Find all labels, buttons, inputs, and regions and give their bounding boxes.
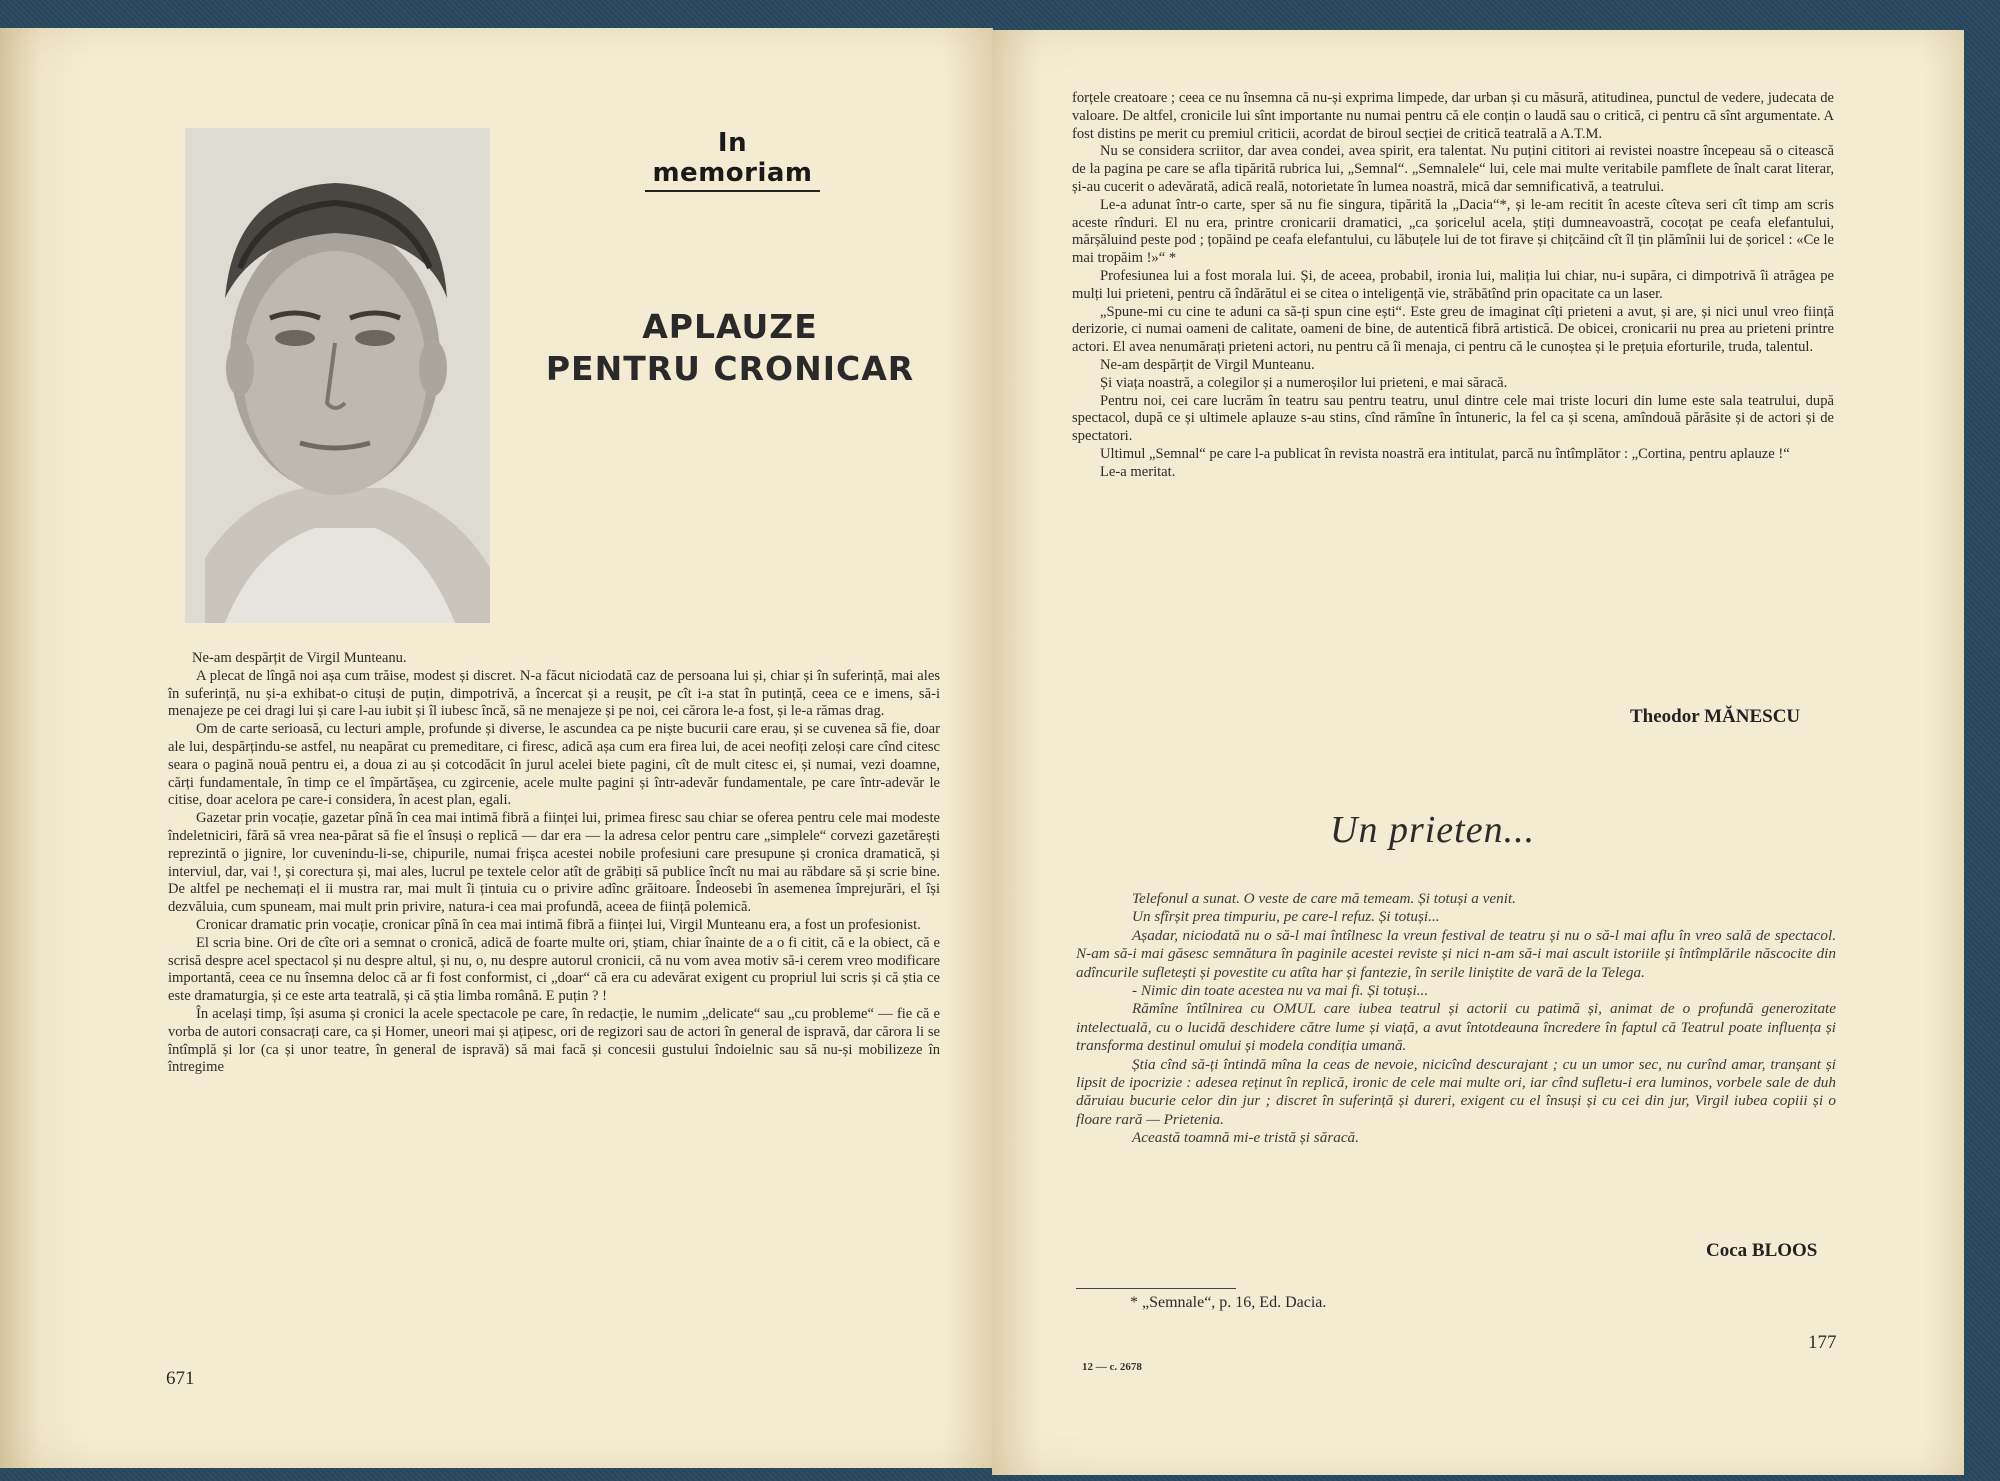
portrait-photo-drawing bbox=[185, 128, 490, 623]
left-article-column bbox=[168, 650, 940, 1077]
section-heading: In memoriam bbox=[645, 128, 820, 192]
paragraph: Le-a meritat. bbox=[1100, 463, 1176, 480]
left-page bbox=[0, 28, 993, 1468]
paragraph: În același timp, își asuma și cronici la acele spectacole pe care, în redacție, le numim „delicate“ sau „cu probleme“ — fie că e vorba de autori consacrați care, ca și Homer, uneori mai și ațipesc, ori de regizori sau de actori în general de ispravă, dar cărora li se întîmplă și lor (ca și unor teatre, în general de ispravă) să mai facă și concesii gustului îndoielnic sau să nu-și mobilizeze în întregime bbox=[168, 1005, 940, 1076]
tribute-text-column bbox=[1076, 890, 1836, 1148]
italic-paragraph: Știa cînd să-ți întindă mîna la ceas de nevoie, nicicînd descurajant ; cu un umor sec, nu curînd amar, tranșant și lipsit de ipocrizie : adesea reținut în replică, ironic de cele mai multe ori, iar cînd sufletu-i era luminos, vorbele sale de duh dăruiau bucurie celor din jur ; discret în suferință și dureri, exigent cu el însuși și cu cei din jur, Virgil iubea copiii și o floare rară — Prietenia. bbox=[1076, 1055, 1836, 1128]
paragraph: Profesiunea lui a fost morala lui. Și, de aceea, probabil, ironia lui, maliția lui chiar, nu-i supăra, ci dimpotrivă îi atrăgea pe mulți lui prieteni, pentru că îndărătul ei se citea o inteligență vie, străbătînd prin opacitate ca un laser. bbox=[1072, 267, 1834, 302]
printer-sheet-mark: 12 — c. 2678 bbox=[1082, 1361, 1142, 1373]
paragraph: Ne-am despărțit de Virgil Munteanu. bbox=[1100, 356, 1315, 373]
paragraph: Ultimul „Semnal“ pe care l-a publicat în revista noastră era intitulat, parcă nu întîmplător : „Cortina, pentru aplauze !“ bbox=[1100, 445, 1790, 462]
paragraph: Și viața noastră, a colegilor și a numeroșilor lui prieteni, e mai săracă. bbox=[1100, 374, 1508, 391]
page-number-left: 671 bbox=[166, 1368, 195, 1389]
footnote-divider bbox=[1076, 1288, 1236, 1289]
paragraph: Cronicar dramatic prin vocație, cronicar pînă în cea mai intimă fibră a ființei lui, Virgil Munteanu era, a fost un profesionist. bbox=[196, 916, 921, 933]
italic-paragraph: Rămîne întîlnirea cu OMUL care iubea teatrul și actorii cu patimă și, animat de o profundă generozitate intelectuală, cu o lucidă deschidere către lume și viață, a avut întotdeauna încredere în faptul că Teatrul poate influența și transforma destinul omului și modela condiția umană. bbox=[1076, 1000, 1836, 1055]
italic-paragraph: Așadar, niciodată nu o să-l mai întîlnesc la vreun festival de teatru și nu o să-l mai aflu în vreo sală de spectacol. N-am să-i mai găsesc semnătura în paginile acestei reviste și nici n-am să-i mai ascult istoriile și întîmplările născocite din adîncurile sufletești și povestite cu atîta har și fantezie, în serile liniștite de vară de la Telega. bbox=[1076, 926, 1836, 981]
paragraph: forțele creatoare ; ceea ce nu însemna că nu-și exprima limpede, dar urban și cu măsură, atitudinea, punctul de vedere, judecata de valoare. De altfel, cronicile lui sînt importante nu numai pentru că ele conțin o laudă sau o critică, ci pentru că sînt argumentate. A fost distins pe merit cu premiul criticii, acordat de biroul secției de critică teatrală a A.T.M. bbox=[1072, 90, 1834, 142]
page-number-right: 177 bbox=[1808, 1332, 1837, 1353]
paragraph: Gazetar prin vocație, gazetar pînă în cea mai intimă fibră a ființei lui, primea firesc sau chiar se oferea pentru cele mai modeste îndeletniciri, fără să vrea nea-părat să fie el însuși o replică — dar era — la adresa celor pentru care „simplele“ corvezi gazetărești reprezintă o jignire, lor cuvenindu-li-se, chipurile, numai frișca acestei nobile profesiuni care presupune și cronica dramatică, și interviul, dar, vai !, și corectura și, mai ales, lucrul pe textele celor atît de grăbiți să publice încît nu mai au răbdare să și scrie bine. De altfel pe nechemați el ii mustra rar, mai mult îi țintuia cu o privire adînc grăitoare. Îndeosebi în asemenea împrejurări, el își dezvăluia, cum spuneam, mai mult prin privire, natura-i cea mai profundă, aceea de ființă polemică. bbox=[168, 810, 940, 916]
paragraph: Nu se considera scriitor, dar avea condei, avea spirit, era talentat. Nu puțini cititori ai revistei noastre începeau să o citească de la pagina pe care se afla tipărită rubrica lui, „Semnal“. „Semnalele“ lui, cele mai multe veritabile pamflete de înalt carat literar, și-au cucerit o adevărată, adică reală, notorietate în lumea noastră, mică dar semnificativă, a teatrului. bbox=[1072, 143, 1834, 195]
tribute-title: Un prieten... bbox=[1330, 809, 1536, 851]
paragraph: „Spune-mi cu cine te aduni ca să-ți spun cine ești“. Este greu de imaginat cîți prieteni a avut, și are, și nici unul vreo ființă derizorie, ci numai oameni de calitate, oameni de bine, de autentică fibră artistică. De obicei, cronicarii nu prea au prieteni printre actori. El avea nenumărați prieteni actori, nu pentru că îi menaja, ci pentru că le cunoștea și le prețuia eforturile, truda, talentul. bbox=[1072, 303, 1834, 356]
paragraph: Ne-am despărțit de Virgil Munteanu. bbox=[192, 650, 407, 666]
right-article-column bbox=[1072, 90, 1834, 482]
paragraph: Om de carte serioasă, cu lecturi ample, profunde și diverse, le ascundea ca pe niște bucurii care erau, și se cuvenea să fie, doar ale lui, despărțindu-se astfel, nu neapărat cu premeditare, ci firesc, adică așa cum era firea lui, de acei neofiți zeloși care cînd citesc seara o pagină nouă pentru ei, a doua zi au și cotcodăcit în jurul acelei biete pagini, cît de mult citesc ei, și numai, vezi doamne, cărți fundamentale, în timp ce el împărtășea, cu zgircenie, acele multe pagini și într-adevăr fundamentale, pe care într-adevăr le citise, doar acelora pe care-i considera, în acest plan, egali. bbox=[168, 721, 940, 809]
paragraph: Pentru noi, cei care lucrăm în teatru sau pentru teatru, unul dintre cele mai triste locuri din lume este sala teatrului, după spectacol, după ce și ultimele aplauze s-au stins, cînd rămîne în întuneric, la fel ca și scena, amîndouă părăsite și de actori și de spectatori. bbox=[1072, 392, 1834, 445]
paragraph: El scria bine. Ori de cîte ori a semnat o cronică, adică de foarte multe ori, știam, chiar înainte de a o fi citit, că e la obiect, că e scrisă despre acel spectacol și nu despre altul, și nu, o, nu despre autorul cronicii, că nu vom avea motiv să-i cerem vreo modificare importantă, ceea ce nu însemna deloc că ar fi fost conformist, ci „doar“ că era cu adevărat exigent cu propriul lui scris și că știa ce este dramaturgia, și ce este arta teatrală, și că știa limba română. E puțin ? ! bbox=[168, 934, 940, 1005]
italic-paragraph: Această toamnă mi-e tristă și săracă. bbox=[1132, 1129, 1359, 1147]
paragraph: A plecat de lîngă noi așa cum trăise, modest și discret. N-a făcut niciodată caz de persoana lui și, chiar și în suferință, mai ales în suferință, nu și-a exhibat-o cituși de puțin, dimpotrivă, a încercat și a reușit, pe cît i-a stat în putință, ceea ce e imens, să-i menajeze pe cei dragi lui și care l-au iubit și îl iubesc încă, să ne menajeze și pe noi, cei cărora le-a fost, și le-a rămas drag. bbox=[168, 667, 940, 720]
italic-paragraph: - Nimic din toate acestea nu va mai fi. Și totuși... bbox=[1132, 982, 1429, 1000]
portrait-photo bbox=[185, 128, 490, 623]
italic-paragraph: Telefonul a sunat. O veste de care mă temeam. Și totuși a venit. bbox=[1132, 890, 1516, 907]
author-signature: Theodor MĂNESCU bbox=[1630, 706, 1801, 727]
article-title bbox=[540, 306, 920, 390]
italic-paragraph: Un sfîrșit prea timpuriu, pe care-l refuz. Și totuși... bbox=[1132, 908, 1440, 926]
footnote: * „Semnale“, p. 16, Ed. Dacia. bbox=[1130, 1294, 1327, 1311]
article-title-line-2: PENTRU CRONICAR bbox=[545, 349, 915, 388]
article-title-line-1: APLAUZE bbox=[642, 307, 818, 346]
paragraph: Le-a adunat într-o carte, sper să nu fie singura, tipărită la „Dacia“*, și le-am recitit în aceste cîteva seri cît timp am scris aceste rînduri. El nu era, printre cronicarii dramatici, „ca șoricelul acela, știți dumneavoastră, cocoțat pe ceafa elefantului, mărșăluind peste pod ; țopăind pe ceafa elefantului, cu lăbuțele lui de tot firave și chițcăind cît îl țin plămînii lui de șoricel : «Ce le mai tropăim !»“ * bbox=[1072, 196, 1834, 267]
tribute-signature: Coca BLOOS bbox=[1706, 1240, 1818, 1261]
